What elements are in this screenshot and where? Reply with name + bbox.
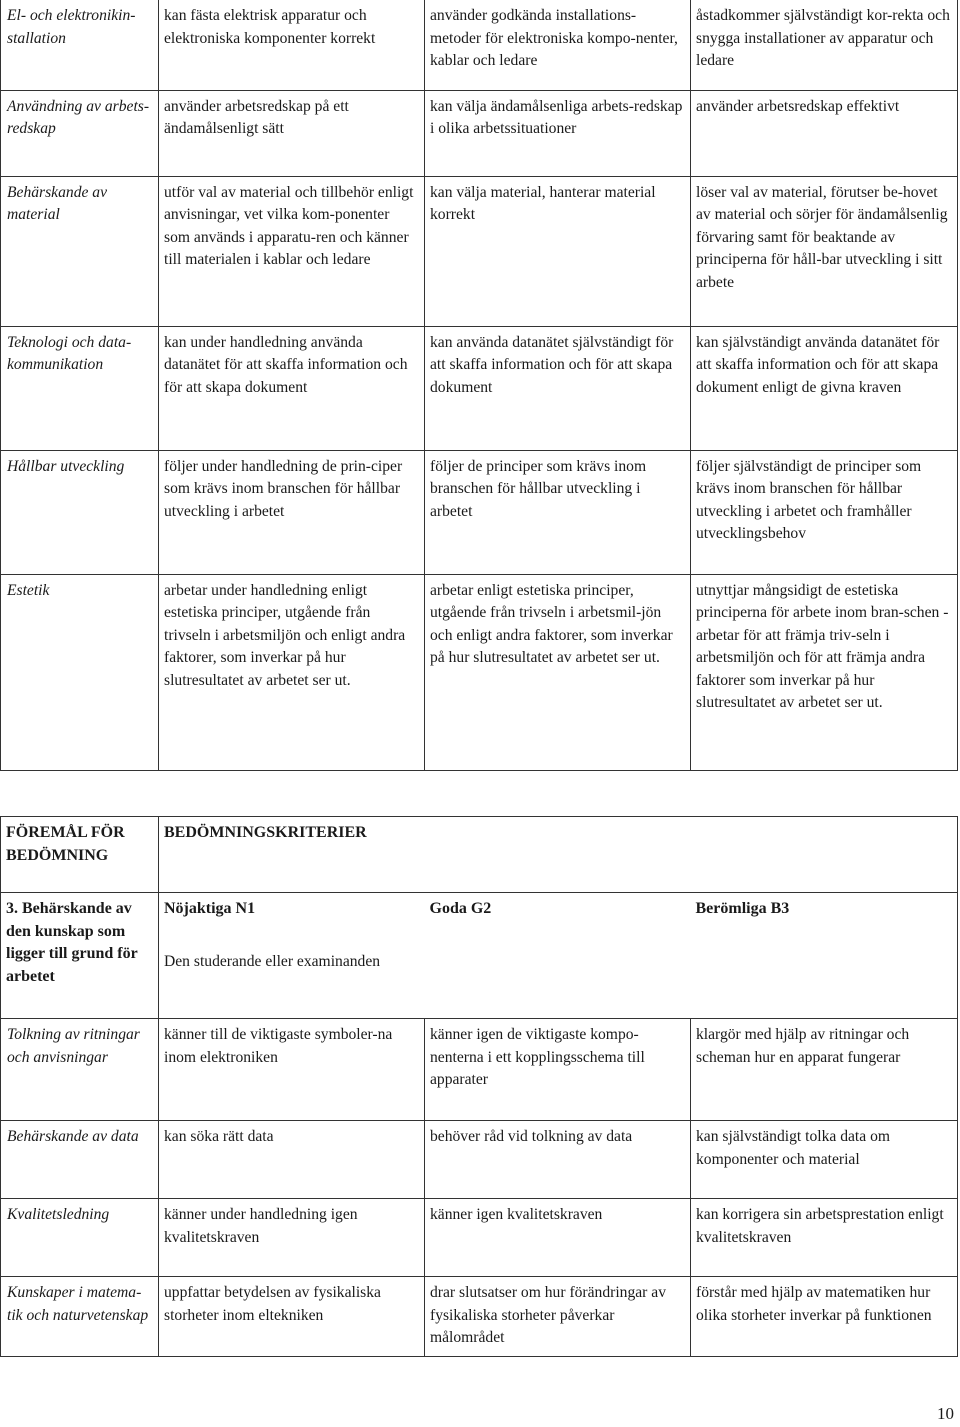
n1-cell: kan söka rätt data bbox=[159, 1121, 425, 1199]
criterion-cell: Hållbar utveckling bbox=[1, 450, 159, 574]
criterion-cell: Teknologi och data-kommunikation bbox=[1, 326, 159, 450]
header-assessment-object: FÖREMÅL FÖR BEDÖMNING bbox=[1, 817, 159, 893]
level-g2-label: Goda G2 bbox=[425, 893, 691, 1019]
section-title: 3. Behärskande av den kunskap som ligger till grund för arbetet bbox=[1, 893, 159, 1019]
criterion-cell: Kvalitetsledning bbox=[1, 1199, 159, 1277]
g2-cell: kan använda datanätet självständigt för att skaffa information och för att skapa dokument bbox=[425, 326, 691, 450]
b3-cell: utnyttjar mångsidigt de estetiska principerna för arbete inom bran-schen - arbetar för att främja triv-seln i arbetsmiljön och för att främja andra faktorer som inverkar på hur slutresultatet av arbetet ser ut. bbox=[691, 574, 958, 770]
table-row bbox=[1, 176, 958, 326]
g2-cell: känner igen kvalitetskraven bbox=[425, 1199, 691, 1277]
n1-cell: kan under handledning använda datanätet för att skaffa information och för att skapa dokument bbox=[159, 326, 425, 450]
g2-cell: arbetar enligt estetiska principer, utgående från trivseln i arbetsmil-jön och enligt andra faktorer, som inverkar på hur slutresultatet av arbetet ser ut. bbox=[425, 574, 691, 770]
n1-cell: uppfattar betydelsen av fysikaliska storheter inom eltekniken bbox=[159, 1277, 425, 1357]
n1-cell: använder arbetsredskap på ett ändamålsenligt sätt bbox=[159, 90, 425, 176]
table-row bbox=[1, 1121, 958, 1199]
table-row bbox=[1, 450, 958, 574]
subtitle: Den studerande eller examinanden bbox=[164, 952, 381, 970]
criterion-cell: Tolkning av ritningar och anvisningar bbox=[1, 1019, 159, 1121]
b3-cell: åstadkommer självständigt kor-rekta och snygga installationer av apparatur och ledare bbox=[691, 0, 958, 90]
b3-cell: förstår med hjälp av matematiken hur olika storheter inverkar på funktionen bbox=[691, 1277, 958, 1357]
criterion-cell: Behärskande av data bbox=[1, 1121, 159, 1199]
level-n1-label: Nöjaktiga N1 bbox=[164, 900, 256, 917]
b3-cell: använder arbetsredskap effektivt bbox=[691, 90, 958, 176]
n1-cell: utför val av material och tillbehör enligt anvisningar, vet vilka kom-ponenter som används i apparatu-ren och känner till materialen i kablar och ledare bbox=[159, 176, 425, 326]
table-row bbox=[1, 1019, 958, 1121]
table-row bbox=[1, 0, 958, 90]
header-assessment-criteria: BEDÖMNINGSKRITERIER bbox=[159, 817, 958, 893]
g2-cell: följer de principer som krävs inom branschen för hållbar utveckling i arbetet bbox=[425, 450, 691, 574]
g2-cell: kan välja material, hanterar material korrekt bbox=[425, 176, 691, 326]
n1-cell: arbetar under handledning enligt estetiska principer, utgående från trivseln i arbetsmiljön och enligt andra faktorer, som inverkar på hur slutresultatet av arbetet ser ut. bbox=[159, 574, 425, 770]
b3-cell: följer självständigt de principer som krävs inom branschen för hållbar utveckling i arbetet och framhåller utvecklingsbehov bbox=[691, 450, 958, 574]
page-number: 10 bbox=[937, 1404, 954, 1423]
table-row bbox=[1, 574, 958, 770]
table-row bbox=[1, 326, 958, 450]
b3-cell: löser val av material, förutser be-hovet av material och sörjer för ändamålsenlig förvaring samt för beaktande av principerna för håll-bar utveckling i sitt arbete bbox=[691, 176, 958, 326]
criterion-cell: El- och elektronikin-stallation bbox=[1, 0, 159, 90]
criterion-cell: Behärskande av material bbox=[1, 176, 159, 326]
b3-cell: kan korrigera sin arbetsprestation enligt kvalitetskraven bbox=[691, 1199, 958, 1277]
section-row bbox=[1, 893, 958, 1019]
criterion-cell: Estetik bbox=[1, 574, 159, 770]
b3-cell: klargör med hjälp av ritningar och scheman hur en apparat fungerar bbox=[691, 1019, 958, 1121]
criterion-cell: Användning av arbets-redskap bbox=[1, 90, 159, 176]
n1-cell: kan fästa elektrisk apparatur och elektroniska komponenter korrekt bbox=[159, 0, 425, 90]
g2-cell: kan välja ändamålsenliga arbets-redskap i olika arbetssituationer bbox=[425, 90, 691, 176]
n1-cell: känner under handledning igen kvalitetskraven bbox=[159, 1199, 425, 1277]
g2-cell: behöver råd vid tolkning av data bbox=[425, 1121, 691, 1199]
b3-cell: kan självständigt tolka data om komponenter och material bbox=[691, 1121, 958, 1199]
header-row bbox=[1, 817, 958, 893]
n1-cell: följer under handledning de prin-ciper som krävs inom branschen för hållbar utveckling i arbetet bbox=[159, 450, 425, 574]
g2-cell: känner igen de viktigaste kompo-nenterna i ett kopplingsschema till apparater bbox=[425, 1019, 691, 1121]
table-row bbox=[1, 1277, 958, 1357]
assessment-table-bottom bbox=[0, 816, 958, 1357]
criterion-cell: Kunskaper i matema-tik och naturvetenskap bbox=[1, 1277, 159, 1357]
g2-cell: drar slutsatser om hur förändringar av fysikaliska storheter påverkar målområdet bbox=[425, 1277, 691, 1357]
n1-cell: känner till de viktigaste symboler-na inom elektroniken bbox=[159, 1019, 425, 1121]
table-row bbox=[1, 1199, 958, 1277]
level-n1-cell bbox=[159, 893, 425, 1019]
b3-cell: kan självständigt använda datanätet för att skaffa information och för att skapa dokument enligt de givna kraven bbox=[691, 326, 958, 450]
table-row bbox=[1, 90, 958, 176]
g2-cell: använder godkända installations-metoder för elektroniska kompo-nenter, kablar och ledare bbox=[425, 0, 691, 90]
level-b3-label: Berömliga B3 bbox=[691, 893, 958, 1019]
